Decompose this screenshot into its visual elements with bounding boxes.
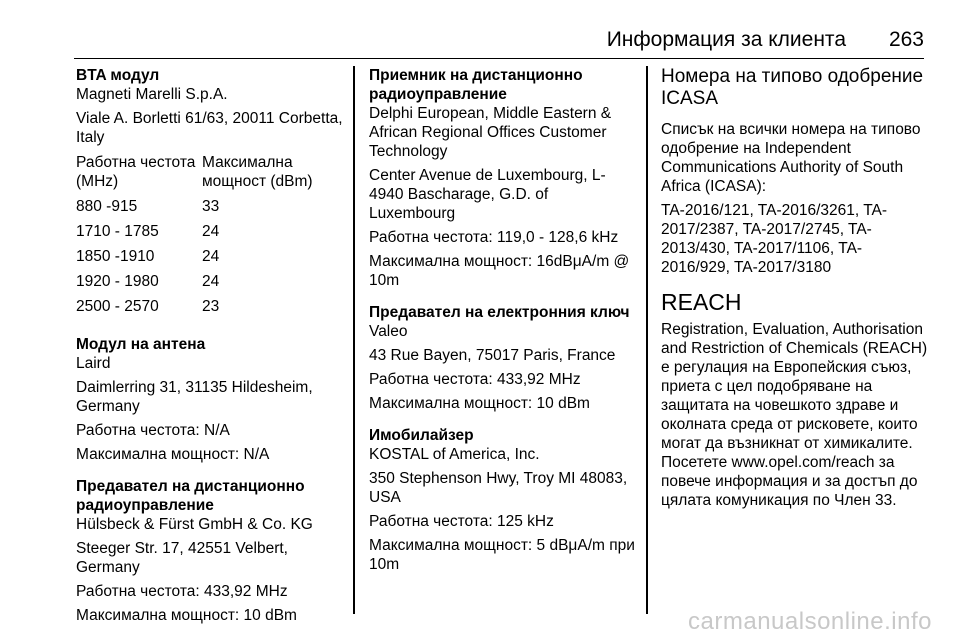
column-1 xyxy=(76,66,344,630)
reach-body: Registration, Evaluation, Authorisation and Restriction of Chemicals (REACH) е регулация на Европейския съюз, приета с цел подобряване на защитата на човешкото здраве и околната среда от рисковете, които могат да възникнат от химикалите. xyxy=(661,321,928,452)
section-heading: BTA модул xyxy=(76,67,160,84)
section-receiver xyxy=(369,66,637,290)
company-name: KOSTAL of America, Inc. xyxy=(369,446,540,463)
table-cell: 24 xyxy=(202,273,220,290)
company-name: Laird xyxy=(76,355,111,372)
reach-visit: Посетете www.opel.com/reach за повече информация и за достъп до цялата комуникация по Член 33. xyxy=(661,454,918,509)
section-heading: Модул на антена xyxy=(76,336,206,353)
table-cell: 1850 -1910 xyxy=(76,248,155,265)
header-title: Информация за клиента xyxy=(606,28,846,51)
section-bta xyxy=(76,66,344,322)
section-icasa xyxy=(661,66,931,277)
section-heading: Предавател на електронния ключ xyxy=(369,304,630,321)
watermark: carmanualsonline.info xyxy=(688,608,932,635)
table-cell: 1920 - 1980 xyxy=(76,273,159,290)
company-name: Valeo xyxy=(369,323,408,340)
page-number: 263 xyxy=(888,28,924,51)
table-cell: 24 xyxy=(202,248,220,265)
icasa-numbers: TA-2016/121, TA-2016/3261, TA-2017/2387, TA-2017/2745, TA-2013/430, TA-2017/1106, TA-2016/929, TA-2017/3180 xyxy=(661,202,888,276)
section-heading: REACH xyxy=(661,289,742,315)
table-cell: 1710 - 1785 xyxy=(76,223,159,240)
address: Daimlerring 31, 31135 Hildesheim, Germany xyxy=(76,379,313,415)
section-heading: Номера на типово одобрение ICASA xyxy=(661,66,924,109)
power-text: Максимална мощност: 5 dBμA/m при 10m xyxy=(369,537,635,573)
frequency-text: Работна честота: 125 kHz xyxy=(369,513,554,530)
section-antenna xyxy=(76,335,344,464)
address: Center Avenue de Luxembourg, L-4940 Bascharage, G.D. of Luxembourg xyxy=(369,167,606,222)
section-remote-transmitter xyxy=(76,477,344,625)
section-heading: Предавател на дистанционно радиоуправление xyxy=(76,478,305,514)
power-text: Максимална мощност: 10 dBm xyxy=(76,607,297,624)
section-heading: Приемник на дистанционно радиоуправление xyxy=(369,67,583,103)
table-cell: 2500 - 2570 xyxy=(76,298,159,315)
section-key-transmitter xyxy=(369,303,637,413)
table-cell: 33 xyxy=(202,198,220,215)
table-cell: 880 -915 xyxy=(76,198,138,215)
column-3 xyxy=(661,66,931,510)
frequency-text: Работна честота: 433,92 MHz xyxy=(76,583,288,600)
column-divider xyxy=(646,66,648,614)
company-name: Hülsbeck & Fürst GmbH & Co. KG xyxy=(76,516,313,533)
section-reach xyxy=(661,289,931,510)
column-divider xyxy=(353,66,355,614)
icasa-intro: Списък на всички номера на типово одобрение на Independent Communications Authority of South Africa (ICASA): xyxy=(661,121,921,195)
address: Viale A. Borletti 61/63, 20011 Corbetta, Italy xyxy=(76,110,343,146)
page-header xyxy=(74,10,924,59)
address: Steeger Str. 17, 42551 Velbert, Germany xyxy=(76,540,288,576)
section-immobilizer xyxy=(369,426,637,574)
company-name: Magneti Marelli S.p.A. xyxy=(76,86,228,103)
address: 43 Rue Bayen, 75017 Paris, France xyxy=(369,347,616,364)
frequency-text: Работна честота: 119,0 - 128,6 kHz xyxy=(369,229,619,246)
address: 350 Stephenson Hwy, Troy MI 48083, USA xyxy=(369,470,628,506)
section-heading: Имобилайзер xyxy=(369,427,474,444)
table-header-frequency: Работна честота (MHz) xyxy=(76,154,196,190)
table-cell: 24 xyxy=(202,223,220,240)
frequency-table xyxy=(76,153,344,322)
table-header-power: Максимална мощност (dBm) xyxy=(202,154,313,190)
frequency-text: Работна честота: 433,92 MHz xyxy=(369,371,581,388)
frequency-text: Работна честота: N/A xyxy=(76,422,230,439)
column-2 xyxy=(369,66,637,579)
power-text: Максимална мощност: 10 dBm xyxy=(369,395,590,412)
power-text: Максимална мощност: 16dBμA/m @ 10m xyxy=(369,253,630,289)
company-name: Delphi European, Middle Eastern & African Regional Offices Customer Technology xyxy=(369,105,612,160)
table-cell: 23 xyxy=(202,298,220,315)
power-text: Максимална мощност: N/A xyxy=(76,446,270,463)
